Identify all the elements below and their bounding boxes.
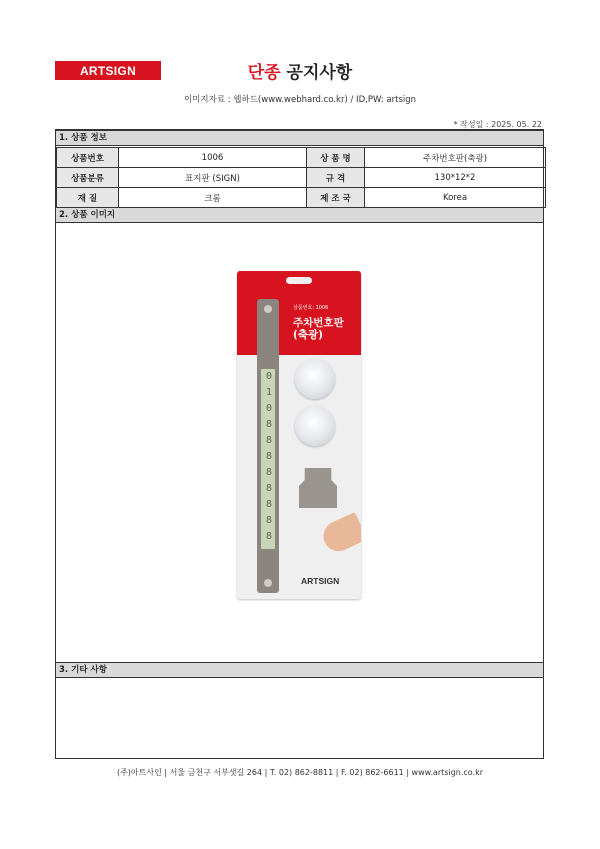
screw-hole-icon [264, 579, 272, 587]
glow-digit: 8 [265, 499, 273, 510]
value-product-name: 주차번호판(축광) [365, 148, 546, 168]
section-product-info: 1. 상품 정보 [56, 130, 543, 146]
screw-hole-icon [264, 305, 272, 313]
artsign-logo: ARTSIGN [55, 61, 161, 80]
package-code: 상품번호: 1006 [293, 305, 329, 311]
package-product-name: 주차번호판 (축광) [293, 317, 344, 341]
value-country: Korea [365, 188, 546, 208]
product-package-image [237, 271, 361, 599]
label-material: 재 질 [57, 188, 119, 208]
value-product-number: 1006 [119, 148, 307, 168]
section-product-image: 2. 상품 이미지 [56, 207, 543, 223]
glow-digit: 0 [265, 371, 273, 382]
written-date: * 작성일 : 2025. 05. 22 [453, 120, 542, 129]
number-plate-bar [257, 299, 279, 593]
package-red-header [237, 271, 361, 355]
suction-cup-icon [295, 359, 335, 399]
company-footer: (주)아트사인 | 서울 금천구 서부샛길 264 | T. 02) 862-8811 | F. 02) 862-6611 | www.artsign.co.kr [116, 768, 484, 777]
value-category: 표지판 (SIGN) [119, 168, 307, 188]
glow-digit: 8 [265, 419, 273, 430]
label-product-name: 상 품 명 [307, 148, 365, 168]
glow-digit: 8 [265, 467, 273, 478]
image-source-note: 이미지자료 : 웹하드(www.webhard.co.kr) / ID,PW: artsign [183, 95, 417, 105]
value-material: 크롬 [119, 188, 307, 208]
label-size: 규 격 [307, 168, 365, 188]
value-size: 130*12*2 [365, 168, 546, 188]
glow-digit: 1 [265, 387, 273, 398]
etc-content [56, 678, 543, 758]
section-etc: 3. 기타 사항 [56, 662, 543, 678]
label-product-number: 상품번호 [57, 148, 119, 168]
product-image-area [56, 223, 543, 662]
page-title [0, 58, 600, 83]
title-rest: 공지사항 [286, 63, 353, 83]
label-category: 상품분류 [57, 168, 119, 188]
glow-digit: 8 [265, 483, 273, 494]
package-brand: ARTSIGN [301, 576, 340, 586]
notice-frame [55, 129, 544, 759]
glow-digit-strip [261, 369, 275, 549]
glow-digit: 8 [265, 451, 273, 462]
hand-image [319, 512, 361, 556]
glow-digit: 8 [265, 531, 273, 542]
glow-digit: 0 [265, 403, 273, 414]
table-row [57, 188, 546, 208]
glow-digit: 8 [265, 435, 273, 446]
table-row [57, 168, 546, 188]
product-info-table [56, 147, 546, 208]
mount-bracket-icon [299, 468, 337, 508]
title-highlight: 단종 [247, 63, 281, 83]
label-country: 제 조 국 [307, 188, 365, 208]
hang-hole [286, 277, 312, 284]
glow-digit: 8 [265, 515, 273, 526]
suction-cup-icon [295, 406, 335, 446]
table-row [57, 148, 546, 168]
